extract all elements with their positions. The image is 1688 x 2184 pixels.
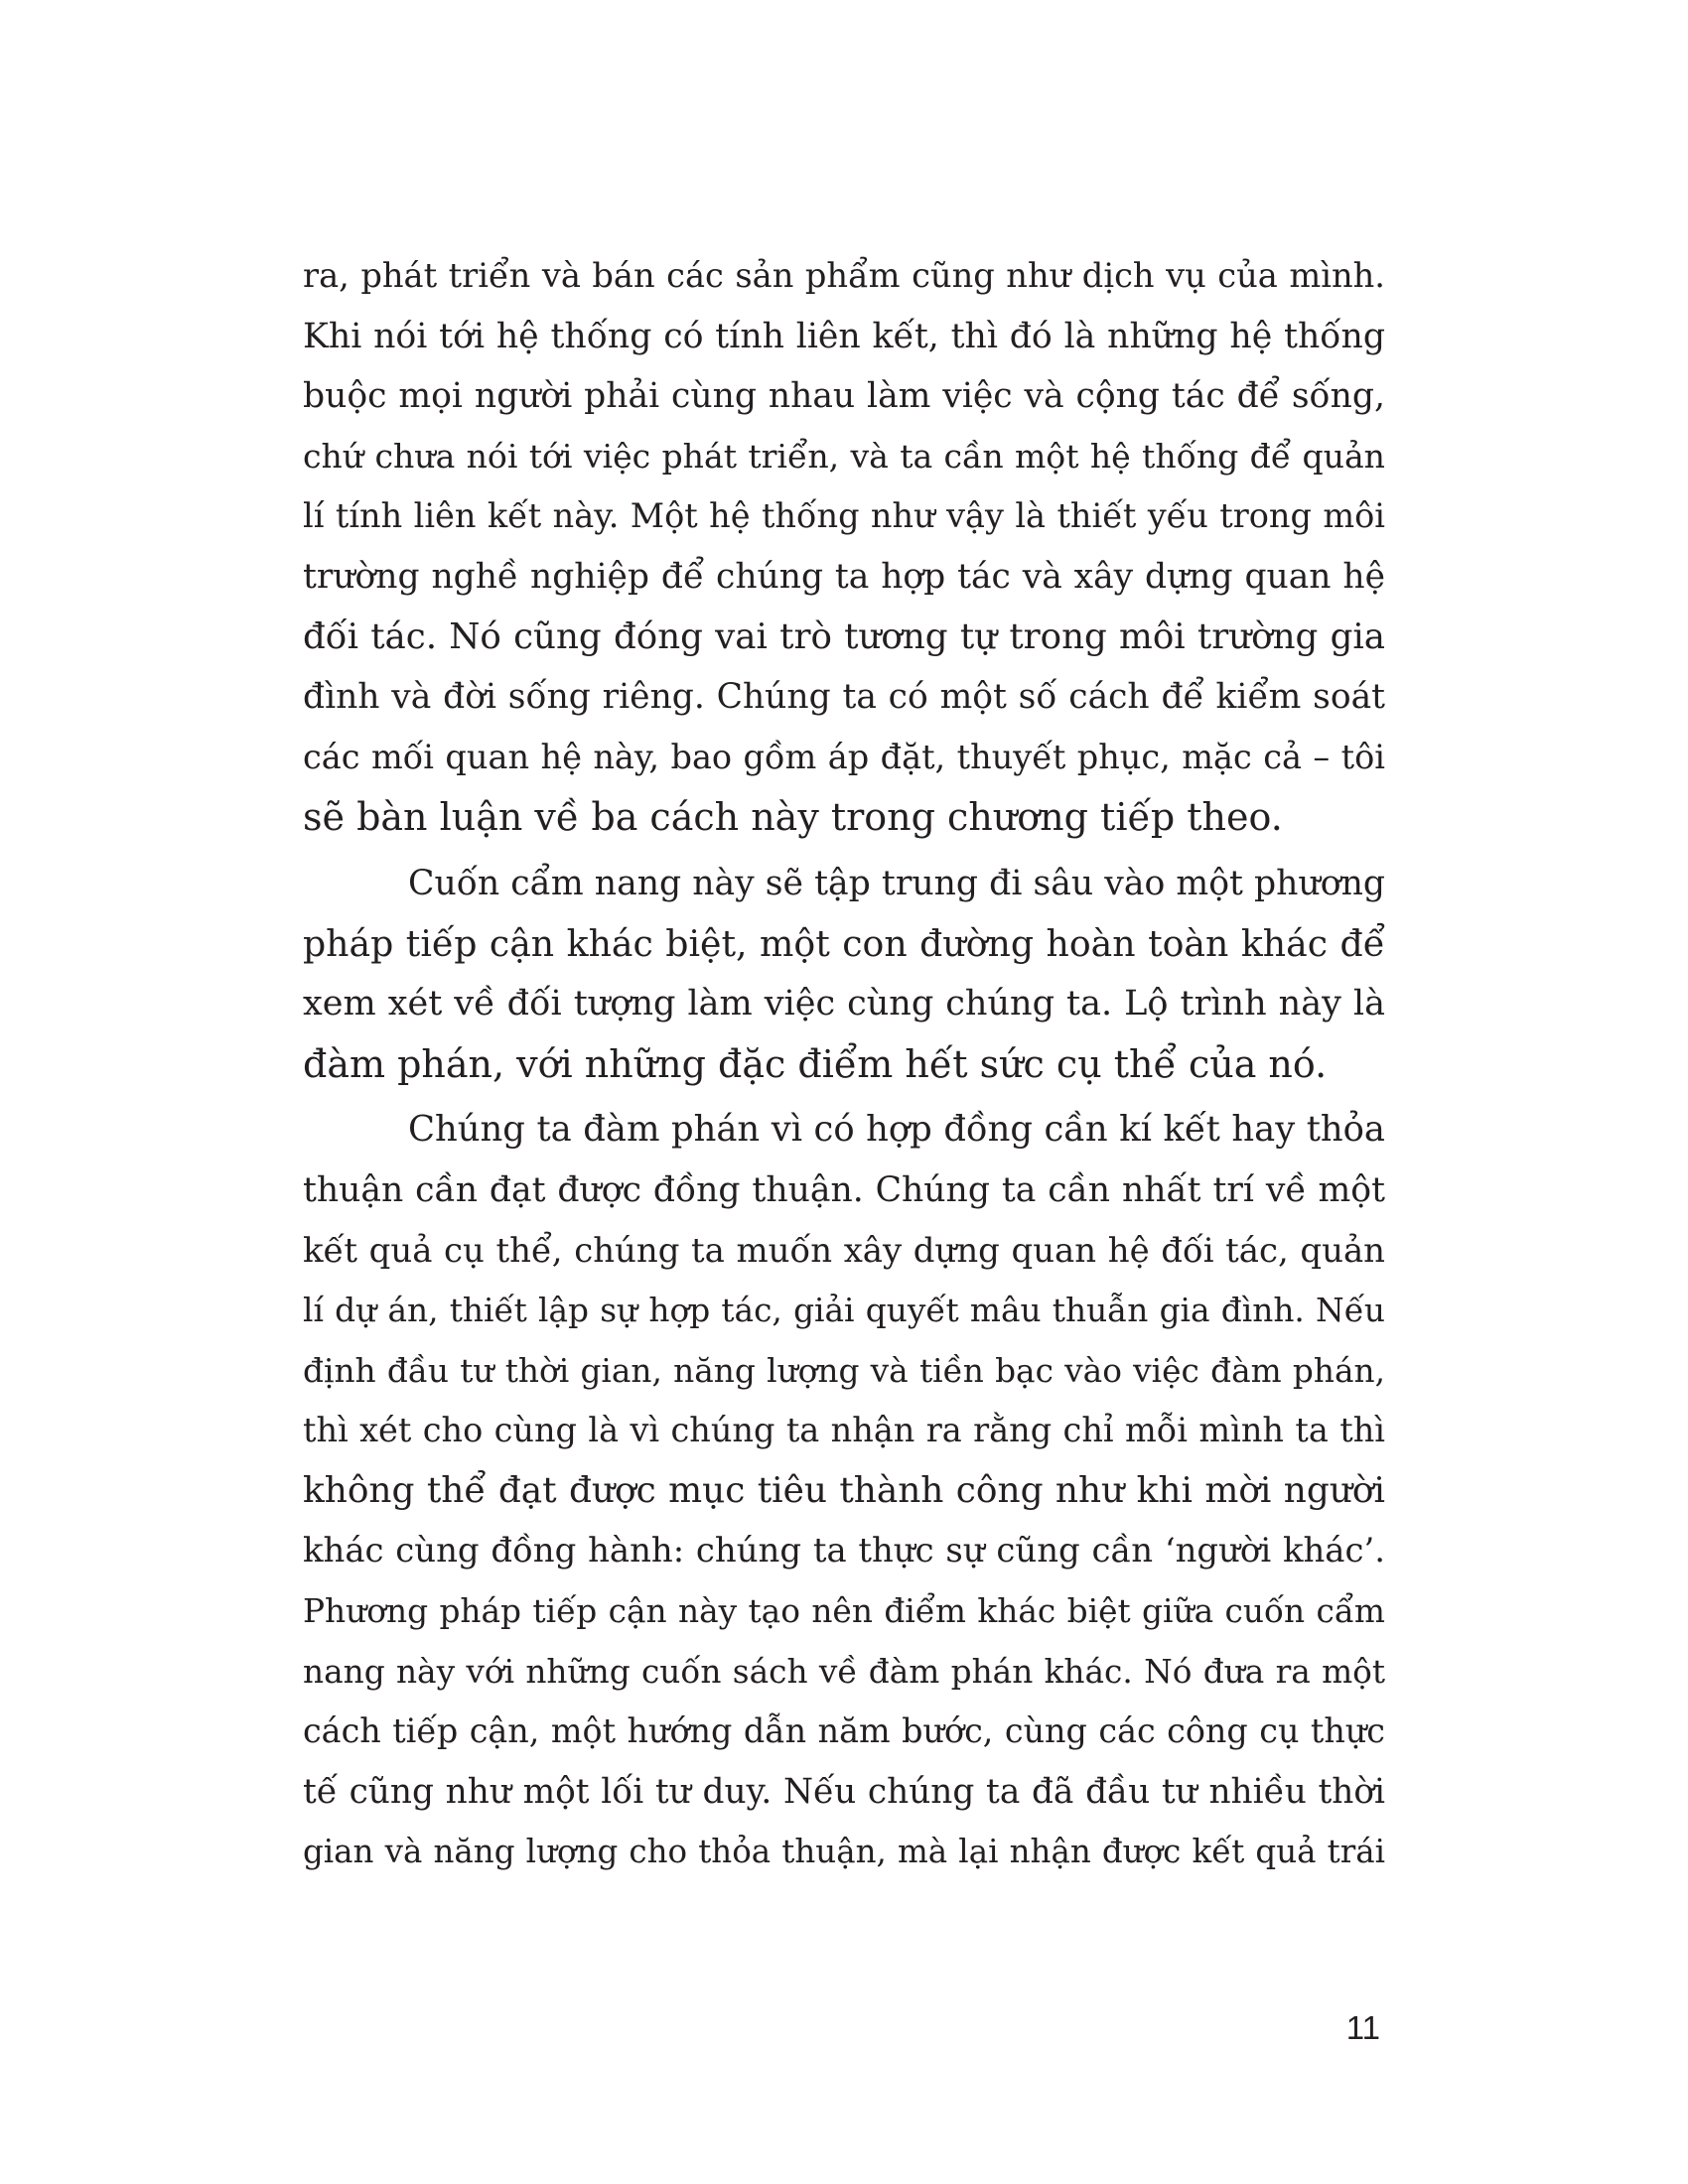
text-line: nang này với những cuốn sách về đàm phán khác. Nó đưa ra một bbox=[303, 1652, 1385, 1691]
text-line: trường nghề nghiệp để chúng ta hợp tác và xây dựng quan hệ bbox=[303, 556, 1385, 597]
text-line: xem xét về đối tượng làm việc cùng chúng ta. Lộ trình này là bbox=[303, 983, 1385, 1024]
text-line: lí tính liên kết này. Một hệ thống như vậy là thiết yếu trong môi bbox=[303, 496, 1385, 536]
text-line: ra, phát triển và bán các sản phẩm cũng như dịch vụ của mình. bbox=[303, 256, 1385, 295]
text-line: khác cùng đồng hành: chúng ta thực sự cũng cần ‘người khác’. bbox=[303, 1531, 1385, 1570]
paragraph-2 bbox=[303, 854, 1385, 1094]
paragraph-3 bbox=[303, 1100, 1385, 1882]
text-line: lí dự án, thiết lập sự hợp tác, giải quyết mâu thuẫn gia đình. Nếu bbox=[303, 1292, 1385, 1330]
text-line: Khi nói tới hệ thống có tính liên kết, thì đó là những hệ thống bbox=[303, 316, 1385, 356]
text-line: các mối quan hệ này, bao gồm áp đặt, thuyết phục, mặc cả – tôi bbox=[303, 737, 1385, 776]
page-number: 11 bbox=[1345, 2009, 1380, 2046]
text-line: chứ chưa nói tới việc phát triển, và ta cần một hệ thống để quản bbox=[303, 436, 1385, 476]
text-line: Chúng ta đàm phán vì có hợp đồng cần kí kết hay thỏa bbox=[408, 1109, 1385, 1151]
text-line: đàm phán, với những đặc điểm hết sức cụ thể của nó. bbox=[303, 1041, 1328, 1086]
text-line: thì xét cho cùng là vì chúng ta nhận ra rằng chỉ mỗi mình ta thì bbox=[303, 1411, 1385, 1450]
text-line: gian và năng lượng cho thỏa thuận, mà lại nhận được kết quả trái bbox=[303, 1833, 1385, 1871]
text-line: thuận cần đạt được đồng thuận. Chúng ta cần nhất trí về một bbox=[303, 1169, 1385, 1210]
text-line: Phương pháp tiếp cận này tạo nên điểm khác biệt giữa cuốn cẩm bbox=[303, 1592, 1385, 1631]
text-line: Cuốn cẩm nang này sẽ tập trung đi sâu vào một phương bbox=[408, 863, 1385, 903]
body-text bbox=[303, 246, 1385, 1882]
paragraph-1 bbox=[303, 246, 1385, 848]
text-line: không thể đạt được mục tiêu thành công như khi mời người bbox=[303, 1469, 1385, 1511]
text-line: kết quả cụ thể, chúng ta muốn xây dựng quan hệ đối tác, quản bbox=[303, 1230, 1385, 1270]
text-line: buộc mọi người phải cùng nhau làm việc và cộng tác để sống, bbox=[303, 376, 1385, 417]
text-line: tế cũng như một lối tư duy. Nếu chúng ta đã đầu tư nhiều thời bbox=[303, 1771, 1385, 1812]
text-line: đối tác. Nó cũng đóng vai trò tương tự trong môi trường gia bbox=[303, 615, 1385, 657]
text-line: định đầu tư thời gian, năng lượng và tiền bạc vào việc đàm phán, bbox=[303, 1351, 1385, 1390]
text-line: cách tiếp cận, một hướng dẫn năm bước, cùng các công cụ thực bbox=[303, 1711, 1385, 1751]
text-line: sẽ bàn luận về ba cách này trong chương tiếp theo. bbox=[303, 795, 1283, 840]
text-line: pháp tiếp cận khác biệt, một con đường hoàn toàn khác để bbox=[303, 921, 1385, 965]
text-line: đình và đời sống riêng. Chúng ta có một số cách để kiểm soát bbox=[303, 677, 1385, 718]
